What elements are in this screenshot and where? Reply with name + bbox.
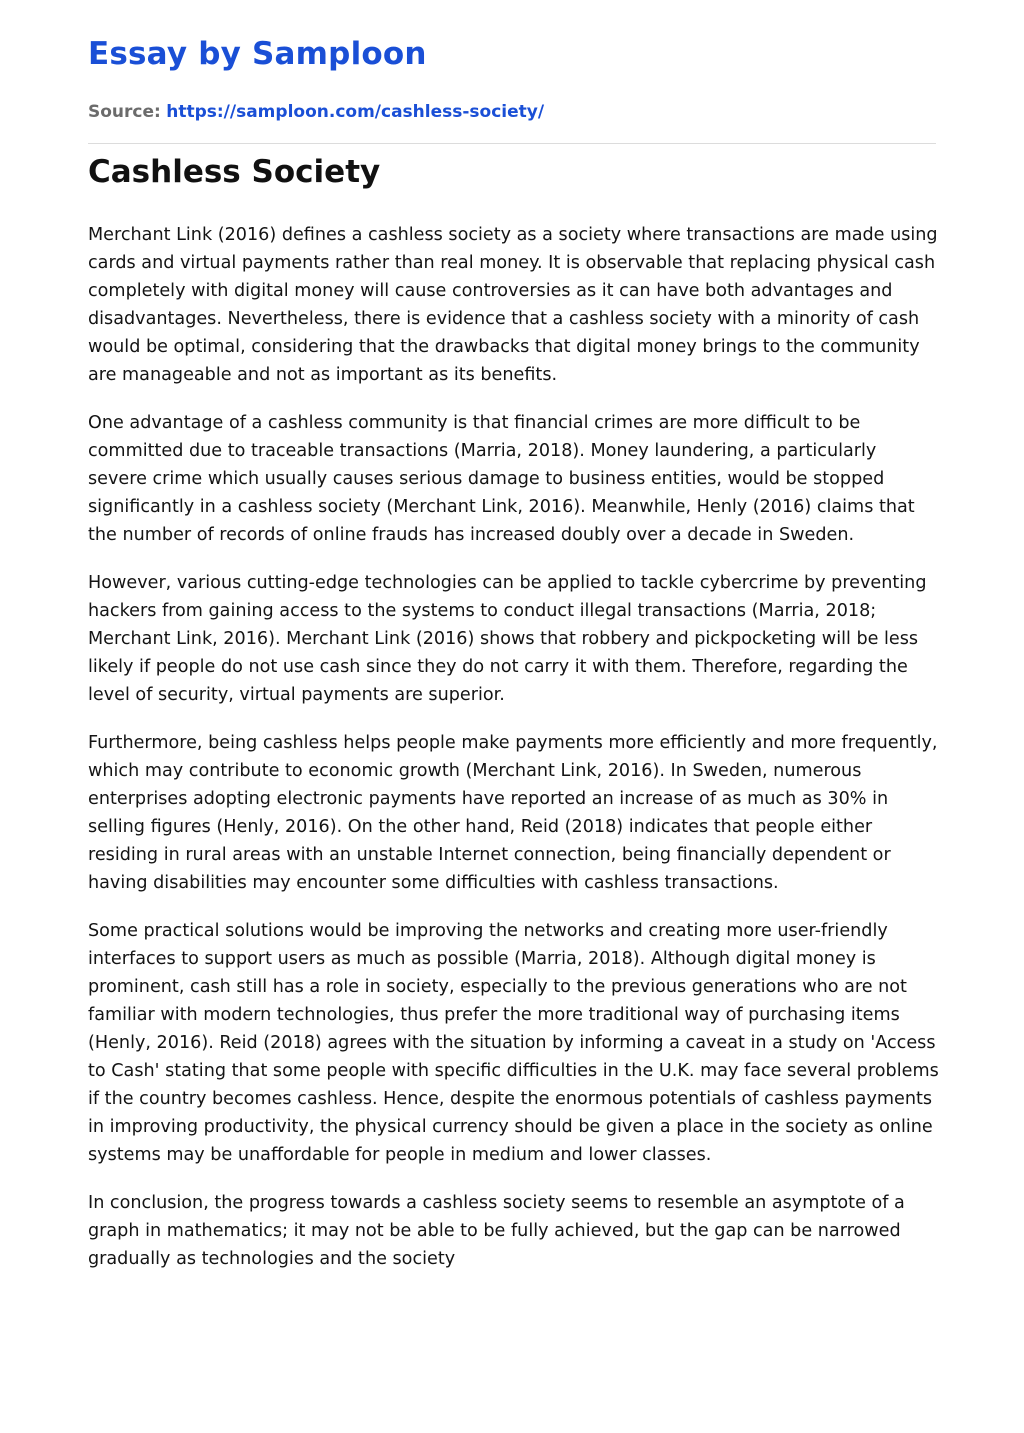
- header-divider: [88, 143, 936, 144]
- essay-title: Cashless Society: [88, 154, 381, 190]
- source-link[interactable]: https://samploon.com/cashless-society/: [166, 102, 545, 122]
- brand-title: Essay by Samploon: [88, 36, 427, 72]
- essay-paragraph: In conclusion, the progress towards a cashless society seems to resemble an asymptote of a graph in mathematics; it may not be able to be fully achieved, but the gap can be narrowed gradually as technologies and the society: [88, 1193, 905, 1269]
- source-label: Source:: [88, 102, 161, 122]
- essay-paragraph: One advantage of a cashless community is that financial crimes are more difficult to be committed due to traceable transactions (Marria, 2018). Money laundering, a particularly severe crime which usually causes serious damage to business entities, would be stopped significantly in a cashless society (Merchant Link, 2016). Meanwhile, Henly (2016) claims that the number of records of online frauds has increased doubly over a decade in Sweden.: [88, 413, 915, 545]
- essay-paragraph: Some practical solutions would be improving the networks and creating more user-friendly interfaces to support users as much as possible (Marria, 2018). Although digital money is prominent, cash still has a role in society, especially to the previous generations who are not familiar with modern technologies, thus prefer the more traditional way of purchasing items (Henly, 2016). Reid (2018) agrees with the situation by informing a caveat in a study on 'Access to Cash' stating that some people with specific difficulties in the U.K. may face several problems if the country becomes cashless. Hence, despite the enormous potentials of cashless payments in improving productivity, the physical currency should be given a place in the society as online systems may be unaffordable for people in medium and lower classes.: [88, 921, 939, 1165]
- essay-paragraph: Merchant Link (2016) defines a cashless society as a society where transactions are made using cards and virtual payments rather than real money. It is observable that replacing physical cash completely with digital money will cause controversies as it can have both advantages and disadvantages. Nevertheless, there is evidence that a cashless society with a minority of cash would be optimal, considering that the drawbacks that digital money brings to the community are manageable and not as important as its benefits.: [88, 225, 938, 385]
- essay-paragraph: However, various cutting-edge technologies can be applied to tackle cybercrime by preventing hackers from gaining access to the systems to conduct illegal transactions (Marria, 2018; Merchant Link, 2016). Merchant Link (2016) shows that robbery and pickpocketing will be less likely if people do not use cash since they do not carry it with them. Therefore, regarding the level of security, virtual payments are superior.: [88, 573, 927, 705]
- essay-body: [88, 221, 940, 1293]
- source-line: [88, 102, 544, 122]
- essay-paragraph: Furthermore, being cashless helps people make payments more efficiently and more frequently, which may contribute to economic growth (Merchant Link, 2016). In Sweden, numerous enterprises adopting electronic payments have reported an increase of as much as 30% in selling figures (Henly, 2016). On the other hand, Reid (2018) indicates that people either residing in rural areas with an unstable Internet connection, being financially dependent or having disabilities may encounter some difficulties with cashless transactions.: [88, 733, 938, 893]
